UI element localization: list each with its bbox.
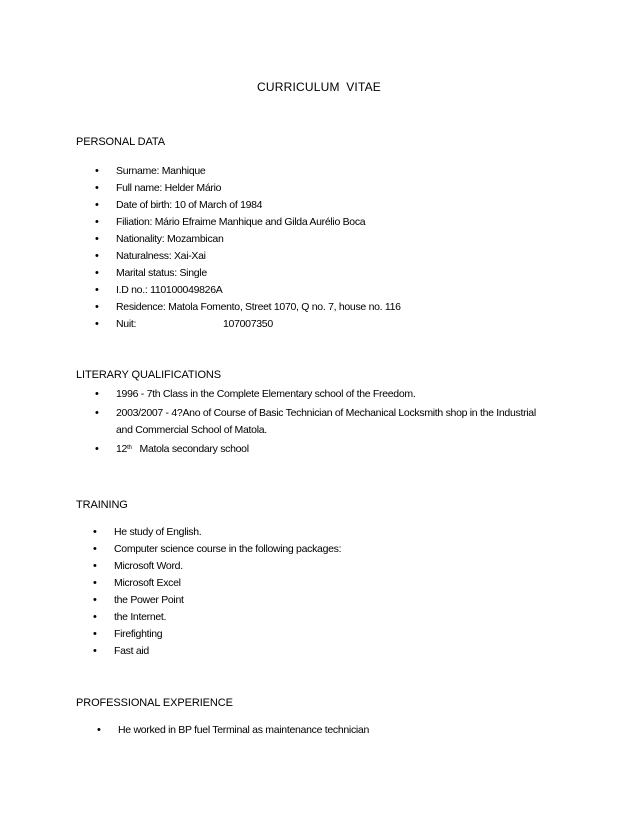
- bullet-icon: •: [93, 611, 97, 623]
- bullet-icon: •: [95, 388, 99, 400]
- training-item-text: He study of English.: [114, 526, 202, 538]
- list-item: [95, 248, 595, 265]
- bullet-icon: •: [97, 724, 101, 736]
- bullet-icon: •: [95, 267, 99, 279]
- qualification-2003-line1: 2003/2007 - 4?Ano of Course of Basic Technician of Mechanical Locksmith shop in the Industrial: [116, 407, 536, 419]
- list-item: [95, 299, 595, 316]
- bullet-icon: •: [93, 526, 97, 538]
- nuit-value: 107007350: [223, 318, 273, 330]
- nationality-text: Nationality: Mozambican: [116, 233, 224, 245]
- experience-item-text: He worked in BP fuel Terminal as maintenance technician: [118, 724, 370, 736]
- training-heading: TRAINING: [76, 499, 128, 511]
- bullet-icon: •: [93, 543, 97, 555]
- ordinal-suffix: th: [127, 445, 132, 451]
- bullet-icon: •: [95, 182, 99, 194]
- bullet-icon: •: [93, 560, 97, 572]
- marital-status-text: Marital status: Single: [116, 267, 207, 279]
- list-item: [95, 386, 575, 403]
- training-item-text: Microsoft Excel: [114, 577, 181, 589]
- list-item: [97, 722, 577, 739]
- list-item: [93, 643, 573, 660]
- full-name-text: Full name: Helder Mário: [116, 182, 222, 194]
- bullet-icon: •: [95, 250, 99, 262]
- bullet-icon: •: [93, 577, 97, 589]
- personal-data-heading: PERSONAL DATA: [76, 136, 165, 148]
- list-item: [95, 180, 595, 197]
- training-item-text: the Internet.: [114, 611, 167, 623]
- filiation-text: Filiation: Mário Efraime Manhique and Gilda Aurélio Boca: [116, 216, 366, 228]
- residence-text: Residence: Matola Fomento, Street 1070, Q no. 7, house no. 116: [116, 301, 401, 313]
- list-item: [93, 558, 573, 575]
- list-item: [95, 441, 575, 458]
- training-item-text: Computer science course in the following packages:: [114, 543, 342, 555]
- bullet-icon: •: [95, 407, 99, 419]
- list-item: [95, 405, 575, 439]
- professional-experience-heading: PROFESSIONAL EXPERIENCE: [76, 697, 233, 709]
- list-item: [95, 197, 595, 214]
- list-item: [93, 626, 573, 643]
- surname-text: Surname: Manhique: [116, 165, 206, 177]
- list-item: [93, 575, 573, 592]
- document-title: CURRICULUM VITAE: [257, 80, 381, 94]
- list-item: [93, 609, 573, 626]
- id-number-text: I.D no.: 110100049826A: [116, 284, 223, 296]
- literary-qualifications-heading: LITERARY QUALIFICATIONS: [76, 369, 222, 381]
- training-item-text: the Power Point: [114, 594, 184, 606]
- training-item-text: Microsoft Word.: [114, 560, 183, 572]
- naturalness-text: Naturalness: Xai-Xai: [116, 250, 206, 262]
- list-item: [95, 316, 595, 333]
- qualification-2003-line2: and Commercial School of Matola.: [116, 424, 267, 436]
- bullet-icon: •: [93, 645, 97, 657]
- bullet-icon: •: [93, 594, 97, 606]
- literary-qualifications-list: [95, 386, 575, 458]
- bullet-icon: •: [95, 233, 99, 245]
- qualification-12-text: Matola secondary school: [139, 443, 249, 455]
- training-item-text: Firefighting: [114, 628, 163, 640]
- qualification-12-number: 12: [116, 443, 128, 455]
- bullet-icon: •: [95, 301, 99, 313]
- bullet-icon: •: [95, 165, 99, 177]
- bullet-icon: •: [95, 199, 99, 211]
- bullet-icon: •: [93, 628, 97, 640]
- list-item: [95, 265, 595, 282]
- bullet-icon: •: [95, 284, 99, 296]
- qualification-1996-text: 1996 - 7th Class in the Complete Elementary school of the Freedom.: [116, 388, 416, 400]
- list-item: [93, 524, 573, 541]
- list-item: [95, 214, 595, 231]
- professional-experience-list: [97, 722, 577, 739]
- list-item: [95, 231, 595, 248]
- personal-data-list: [95, 163, 595, 333]
- training-list: [93, 524, 573, 660]
- list-item: [93, 541, 573, 558]
- nuit-label: Nuit:: [116, 318, 137, 330]
- list-item: [95, 282, 595, 299]
- training-item-text: Fast aid: [114, 645, 149, 657]
- bullet-icon: •: [95, 216, 99, 228]
- bullet-icon: •: [95, 443, 99, 455]
- list-item: [95, 163, 595, 180]
- bullet-icon: •: [95, 318, 99, 330]
- date-of-birth-text: Date of birth: 10 of March of 1984: [116, 199, 263, 211]
- list-item: [93, 592, 573, 609]
